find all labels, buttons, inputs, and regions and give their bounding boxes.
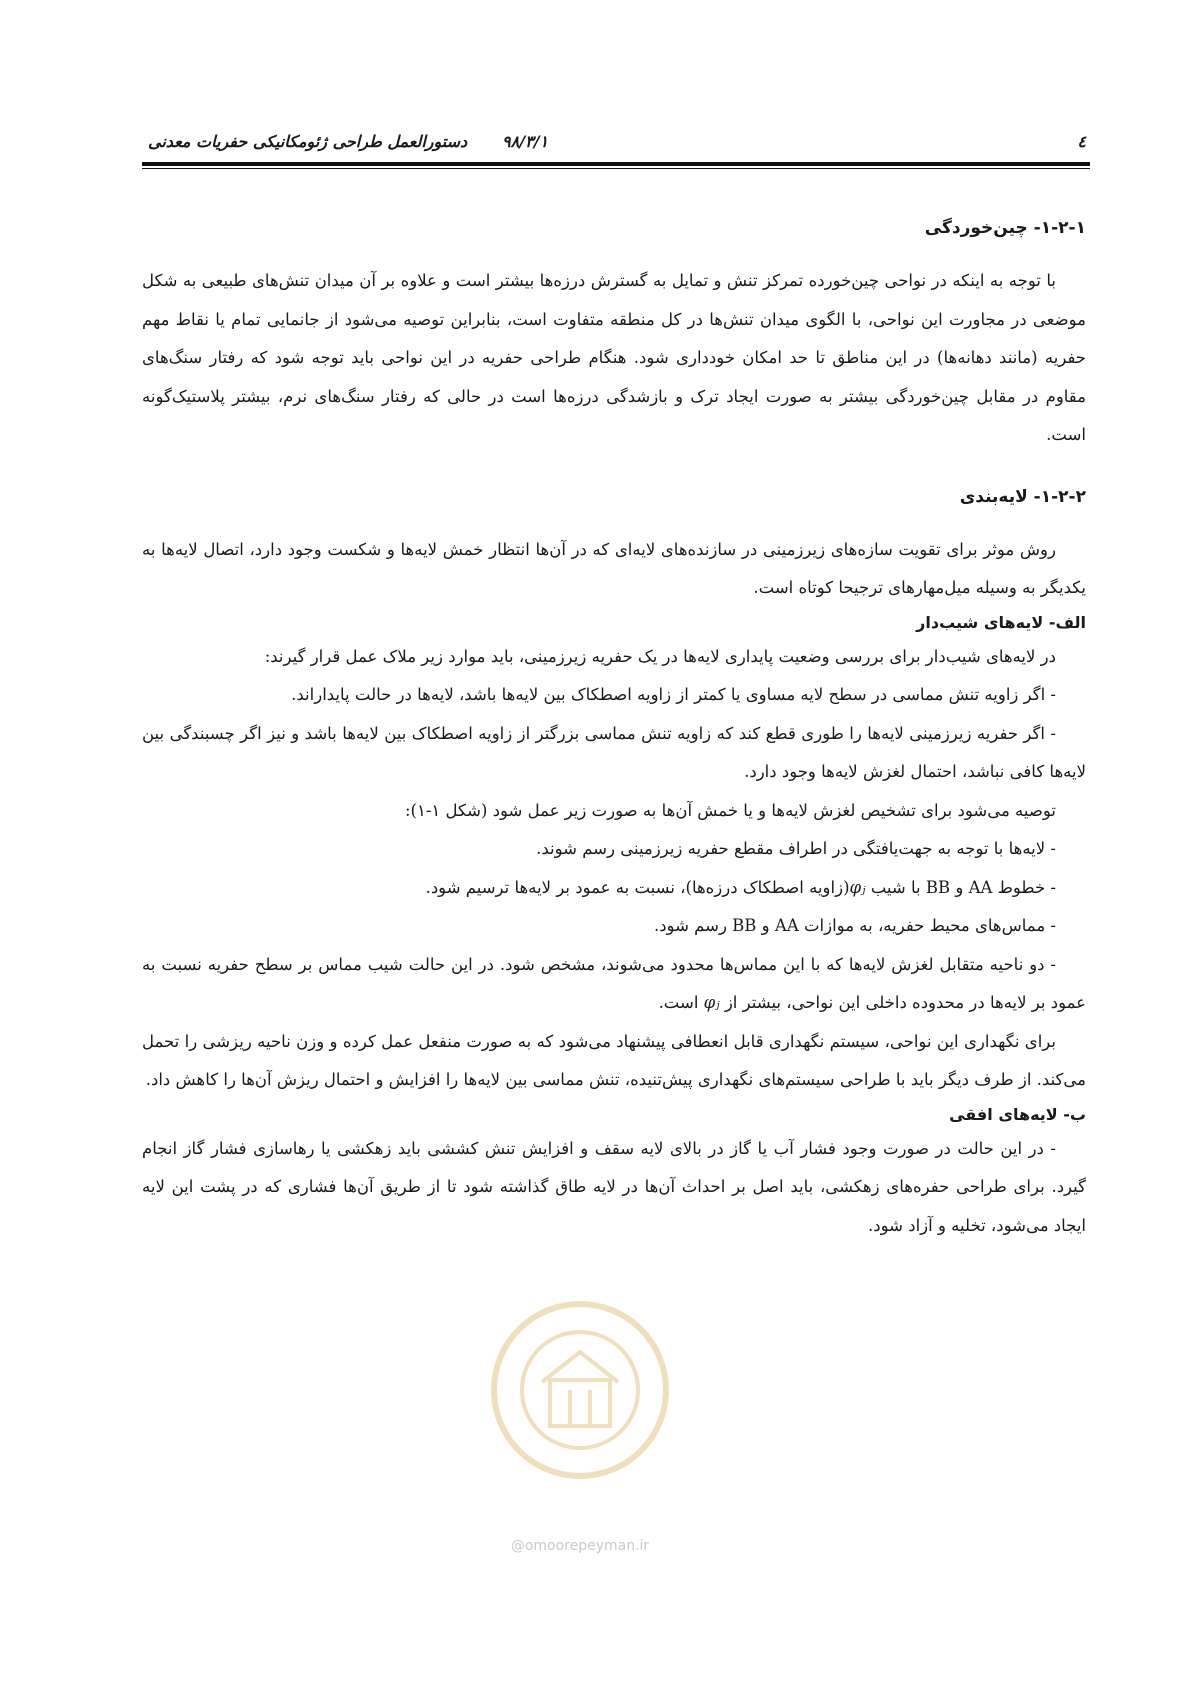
paragraph-layering: روش موثر برای تقویت سازه‌های زیرزمینی در سازنده‌های لایه‌ای که در آن‌ها انتظار خمش لایه‌ها و شکست وجود دارد، اتصال لایه‌ها به یکدیگر به وسیله میل‌مهارهای ترجیحا کوتاه است. (142, 539, 1086, 597)
paragraph-inclined-intro: در لایه‌های شیب‌دار برای بررسی وضعیت پایداری لایه‌ها در یک حفریه زیرزمینی، باید موارد زیر ملاک عمل قرار گیرند: (264, 646, 1056, 666)
step-lines-text-start: - خطوط AA و BB با شیب (865, 877, 1056, 897)
list-item-sliding-condition: - اگر حفریه زیرزمینی لایه‌ها را طوری قطع کند که زاویه تنش مماسی بزرگتر از زاویه اصطکاک بین لایه‌ها باشد و نیز اگر چسبندگی بین لایه‌ها کافی نباشد، احتمال لغزش لایه‌ها وجود دارد. (142, 723, 1086, 781)
section-heading-folding: ۱-۲-۱- چین‌خوردگی (924, 218, 1086, 238)
header-rule-thick (142, 162, 1090, 166)
phi-j-symbol: φⱼ (703, 993, 720, 1012)
list-item-stability-condition: - اگر زاویه تنش مماسی در سطح لایه مساوی یا کمتر از زاویه اصطکاک بین لایه‌ها باشد، لایه‌ها در حالت پایداراند. (291, 685, 1056, 704)
list-item-step-tangents: - مماس‌های محیط حفریه، به موازات AA و BB رسم شود. (653, 916, 1056, 935)
main-content (142, 214, 1086, 1245)
paragraph-folding: با توجه به اینکه در نواحی چین‌خورده تمرکز تنش و تمایل به گسترش درزه‌ها بیشتر است و علاوه بر آن میدان تنش‌های طبیعی به شکل موضعی در مجاورت این نواحی، با الگوی میدان تنش‌ها در کل منطقه متفاوت است، بنابراین توصیه می‌شود از جانمایی تمام یا نقاط مهم حفریه (مانند دهانه‌ها) در این مناطق تا حد امکان خودداری شود. هنگام طراحی حفریه در این نواحی باید توجه شود که رفتار سنگ‌های مقاوم در مقابل چین‌خوردگی بیشتر به صورت ایجاد ترک و بازشدگی درزه‌ها است در حالی که رفتار سنگ‌های نرم، بیشتر پلاستیک‌گونه است. (142, 271, 1086, 444)
paragraph-support-system: برای نگهداری این نواحی، سیستم نگهداری قابل انعطافی پیشنهاد می‌شود که به صورت منفعل عمل کرده و وزن ناحیه ریزشی را تحمل می‌کند. از طرف دیگر باید با طراحی سیستم‌های نگهداری پیش‌تنیده، تنش مماسی بین لایه‌ها را افزایش و احتمال ریزش آن‌ها را کاهش داد. (142, 1031, 1086, 1089)
section-heading-layering: ۱-۲-۲- لایه‌بندی (959, 486, 1086, 507)
header-document-title: دستورالعمل طراحی ژئومکانیکی حفریات معدنی (148, 132, 468, 151)
watermark-seal-icon (480, 1290, 680, 1490)
subheading-horizontal-layers: ب- لایه‌های افقی (949, 1104, 1086, 1124)
header-rule-thin (142, 168, 1090, 169)
watermark-text: @omoorepeyman.ir (510, 1538, 650, 1554)
page-header (142, 128, 1090, 158)
list-item-step-zones (142, 946, 1086, 1023)
header-date: ۹۸/۳/۱ (502, 132, 549, 151)
subheading-inclined-layers: الف- لایه‌های شیب‌دار (916, 612, 1086, 632)
page-number: ٤ (1077, 132, 1086, 151)
step-zones-text-end: است. (658, 993, 704, 1012)
paragraph-recommendation: توصیه می‌شود برای تشخیص لغزش لایه‌ها و یا خمش آن‌ها به صورت زیر عمل شود (شکل ۱-۱): (404, 800, 1056, 820)
step-lines-text-end: (زاویه اصطکاک درزه‌ها)، نسبت به عمود بر لایه‌ها ترسیم شود. (425, 877, 850, 897)
step-zones-text-start: - دو ناحیه متقابل لغزش لایه‌ها که با این مماس‌ها محدود می‌شوند، مشخص شود. در این حالت شیب مماس بر سطح حفریه نسبت به عمود بر لایه‌ها در محدوده داخلی این نواحی، بیشتر از (142, 954, 1086, 1012)
list-item-drainage: - در این حالت در صورت وجود فشار آب یا گاز در بالای لایه سقف و افزایش تنش کششی باید زهکشی یا رهاسازی فشار گاز انجام گیرد. برای طراحی حفره‌های زهکشی، باید اصل بر احداث آن‌ها در لایه طاق گذاشته شود تا از طریق آن‌ها فشاری که در پشت این لایه ایجاد می‌شود، تخلیه و آزاد شود. (142, 1138, 1086, 1235)
list-item-step-lines (142, 869, 1086, 908)
list-item-step-draw-layers: - لایه‌ها با توجه به جهت‌یافتگی در اطراف مقطع حفریه زیرزمینی رسم شوند. (536, 839, 1056, 858)
phi-j-symbol: φⱼ (849, 877, 866, 897)
